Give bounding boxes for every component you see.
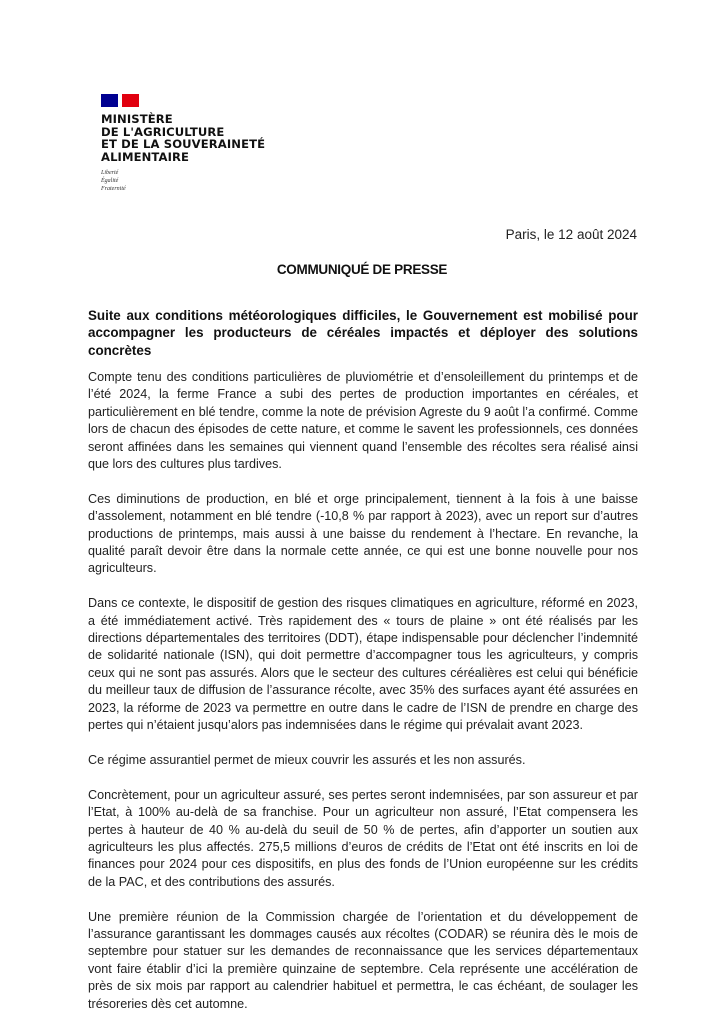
ministry-logo xyxy=(101,94,265,193)
flag-red-stripe xyxy=(122,94,139,107)
republic-motto xyxy=(101,169,265,193)
release-date: Paris, le 12 août 2024 xyxy=(505,227,637,242)
document-subtitle: Suite aux conditions météorologiques difficiles, le Gouvernement est mobilisé pour accompagner les producteurs de céréales impactés et déployer des solutions concrètes xyxy=(88,308,638,358)
ministry-line: ET DE LA SOUVERAINETÉ xyxy=(101,137,266,152)
paragraph: Ces diminutions de production, en blé et orge principalement, tiennent à la fois à une baisse d’assolement, notamment en blé tendre (-10,8 % par rapport à 2023), avec un report sur d’autres productions de printemps, mais aussi à une baisse du rendement à l’hectare. En revanche, la qualité paraît devoir être dans la normale cette année, ce qui est une bonne nouvelle pour nos agriculteurs. xyxy=(88,491,638,576)
french-flag-icon xyxy=(101,94,139,107)
ministry-name xyxy=(101,113,265,163)
paragraph: Une première réunion de la Commission chargée de l’orientation et du développement de l’assurance garantissant les dommages causés aux récoltes (CODAR) se réunira dès le mois de septembre pour statuer sur les demandes de reconnaissance que les services départementaux vont faire établir d’ici la première quinzaine de septembre. Cela représente une accélération de près de six mois par rapport au calendrier habituel et permettra, le cas échéant, de soulager les trésoreries dès cet automne. xyxy=(88,909,638,1011)
document-body xyxy=(88,369,638,1030)
ministry-line: MINISTÈRE xyxy=(101,112,173,126)
paragraph: Concrètement, pour un agriculteur assuré, ses pertes seront indemnisées, par son assureur et par l’Etat, à 100% au-delà de sa franchise. Pour un agriculteur non assuré, l’Etat compensera les pertes à hauteur de 40 % au-delà du seuil de 50 % de pertes, afin d’apporter un soutien aux agriculteurs les plus affectés. 275,5 millions d’euros de crédits de l’Etat ont été inscrits en loi de finances pour 2024 pour ces dispositifs, en plus des fonds de l’Union européenne sur les crédits de la PAC, et des contributions des assurés. xyxy=(88,787,638,889)
paragraph: Dans ce contexte, le dispositif de gestion des risques climatiques en agriculture, réformé en 2023, a été immédiatement activé. Très rapidement des « tours de plaine » ont été réalisés par les directions départementales des territoires (DDT), étape indispensable pour déclencher l’indemnité de solidarité nationale (ISN), qui doit permettre d’accompagner tous les agriculteurs, y compris ceux qui ne sont pas assurés. Alors que le secteur des cultures céréalières est celui qui bénéficie du meilleur taux de diffusion de l’assurance récolte, avec 35% des surfaces ayant été assurées en 2023, la réforme de 2023 va permettre en outre dans le cadre de l’ISN de prendre en charge des pertes qui n’étaient jusqu’alors pas indemnisées dans le régime qui prévalait avant 2023. xyxy=(88,596,638,733)
document-title: COMMUNIQUÉ DE PRESSE xyxy=(276,262,448,277)
ministry-line: ALIMENTAIRE xyxy=(101,149,190,164)
motto-line: Égalité xyxy=(101,178,119,185)
ministry-line: DE L'AGRICULTURE xyxy=(101,124,225,139)
motto-line: Liberté xyxy=(101,170,119,177)
paragraph: Ce régime assurantiel permet de mieux couvrir les assurés et les non assurés. xyxy=(88,752,526,767)
flag-blue-stripe xyxy=(101,94,118,107)
paragraph: Compte tenu des conditions particulières de pluviométrie et d’ensoleillement du printemps et de l’été 2024, la ferme France a subi des pertes de production importantes en céréales, et particulièrement en blé tendre, comme la note de prévision Agreste du 9 août l’a confirmé. Comme lors de chacun des épisodes de cette nature, et comme le savent les professionnels, ces données seront affinées dans les semaines qui viennent quand l’ensemble des récoltes sera réalisé ainsi que lors des cultures plus tardives. xyxy=(88,370,638,472)
motto-line: Fraternité xyxy=(101,186,126,193)
